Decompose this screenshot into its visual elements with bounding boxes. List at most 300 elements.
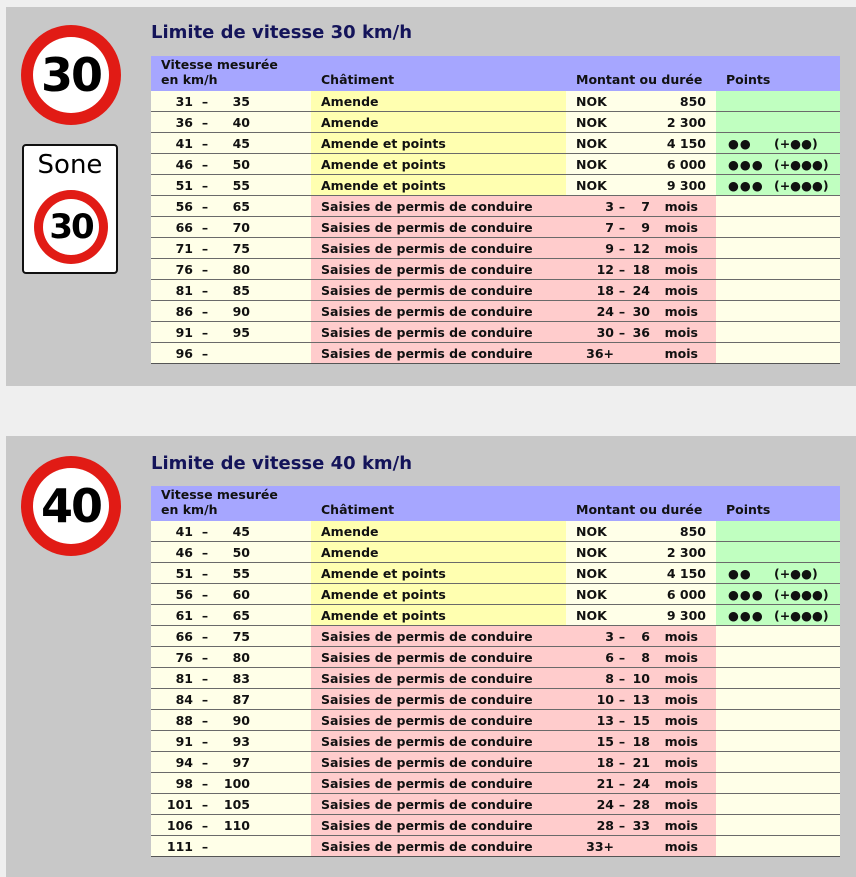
amount-cell (566, 731, 716, 752)
amount-cell (566, 584, 716, 605)
points-extra: (+●●●) (774, 177, 829, 193)
speed-cell (151, 731, 311, 752)
duration-unit: mois (664, 261, 698, 277)
speed-cell (151, 280, 311, 301)
speed-dash: – (201, 628, 209, 644)
table-row (151, 584, 840, 605)
amount-cell (566, 259, 716, 280)
punishment-cell: Saisies de permis de conduire (311, 815, 566, 836)
speed-to: 80 (232, 649, 250, 665)
speed-cell (151, 647, 311, 668)
duration-from: 10 (596, 691, 614, 707)
duration-unit: mois (664, 733, 698, 749)
speed-cell (151, 815, 311, 836)
points-dots: ●●● (728, 607, 764, 623)
speed-to: 55 (232, 177, 250, 193)
punishment-cell: Amende et points (311, 584, 566, 605)
amount-cell (566, 563, 716, 584)
points-cell (716, 815, 840, 836)
points-cell (716, 175, 840, 196)
speed-limit-40-sign-icon (21, 456, 121, 556)
amount-cell (566, 343, 716, 364)
speed-cell (151, 584, 311, 605)
duration-unit: mois (664, 219, 698, 235)
currency: NOK (576, 607, 607, 623)
duration-dash: – (618, 240, 626, 256)
table-row (151, 773, 840, 794)
speed-cell (151, 196, 311, 217)
duration-to: 18 (632, 261, 650, 277)
speed-from: 88 (175, 712, 193, 728)
points-dots: ●●● (728, 156, 764, 172)
speed-to: 50 (232, 544, 250, 560)
table-row (151, 605, 840, 626)
amount-cell (566, 175, 716, 196)
table-row (151, 196, 840, 217)
speed-dash: – (201, 838, 209, 854)
punishment-cell: Saisies de permis de conduire (311, 259, 566, 280)
zone-sign-number: 30 (43, 199, 99, 255)
table-row (151, 521, 840, 542)
sign-number: 30 (33, 37, 109, 113)
duration-unit: mois (664, 754, 698, 770)
speed-cell (151, 710, 311, 731)
speed-to: 35 (232, 93, 250, 109)
table-row (151, 626, 840, 647)
duration-from: 18 (596, 282, 614, 298)
punishment-cell: Saisies de permis de conduire (311, 794, 566, 815)
duration-to: 10 (632, 670, 650, 686)
table-row (151, 322, 840, 343)
points-cell (716, 752, 840, 773)
speed-dash: – (201, 198, 209, 214)
points-cell (716, 710, 840, 731)
amount-cell (566, 91, 716, 112)
table-row (151, 542, 840, 563)
points-cell (716, 563, 840, 584)
speed-cell (151, 91, 311, 112)
speed-to: 95 (232, 324, 250, 340)
speed-dash: – (201, 156, 209, 172)
points-cell (716, 238, 840, 259)
duration-from: 21 (596, 775, 614, 791)
duration-dash: – (618, 324, 626, 340)
speed-from: 98 (175, 775, 193, 791)
speed-dash: – (201, 303, 209, 319)
table-row (151, 301, 840, 322)
speed-cell (151, 542, 311, 563)
header-points: Points (716, 56, 840, 91)
points-cell (716, 605, 840, 626)
punishment-cell: Saisies de permis de conduire (311, 752, 566, 773)
table-row (151, 563, 840, 584)
points-cell (716, 301, 840, 322)
amount-cell (566, 154, 716, 175)
duration-dash: – (618, 282, 626, 298)
speed-from: 51 (175, 177, 193, 193)
table-row (151, 154, 840, 175)
duration-dash: – (618, 261, 626, 277)
amount-cell (566, 710, 716, 731)
currency: NOK (576, 586, 607, 602)
punishment-cell: Amende (311, 91, 566, 112)
speed-dash: – (201, 586, 209, 602)
speed-from: 51 (175, 565, 193, 581)
duration-unit: mois (664, 817, 698, 833)
speed-from: 56 (175, 198, 193, 214)
duration-from: 13 (596, 712, 614, 728)
speed-to: 55 (232, 565, 250, 581)
points-cell (716, 668, 840, 689)
amount-value: 4 150 (666, 565, 706, 581)
speed-to: 83 (232, 670, 250, 686)
punishment-cell: Amende (311, 112, 566, 133)
punishment-cell: Amende et points (311, 175, 566, 196)
speed-dash: – (201, 523, 209, 539)
speed-dash: – (201, 712, 209, 728)
speed-to: 87 (232, 691, 250, 707)
speed-to: 90 (232, 303, 250, 319)
table-row (151, 133, 840, 154)
speed-from: 91 (175, 324, 193, 340)
duration-to: 18 (632, 733, 650, 749)
points-cell (716, 836, 840, 857)
points-cell (716, 521, 840, 542)
points-extra: (+●●●) (774, 156, 829, 172)
table-row (151, 175, 840, 196)
table-row (151, 836, 840, 857)
speed-from: 66 (175, 219, 193, 235)
amount-cell (566, 217, 716, 238)
speed-dash: – (201, 240, 209, 256)
currency: NOK (576, 114, 607, 130)
speed-cell (151, 668, 311, 689)
amount-cell (566, 280, 716, 301)
speed-from: 86 (175, 303, 193, 319)
currency: NOK (576, 177, 607, 193)
speed-to: 45 (232, 523, 250, 539)
speed-to: 93 (232, 733, 250, 749)
zone-30-sign-icon (22, 144, 118, 274)
points-cell (716, 154, 840, 175)
table-row (151, 91, 840, 112)
duration-unit: mois (664, 303, 698, 319)
table-body (151, 521, 840, 857)
table-body (151, 91, 840, 364)
duration-to: 24 (632, 282, 650, 298)
table-title: Limite de vitesse 40 km/h (151, 453, 413, 474)
speed-from: 46 (175, 156, 193, 172)
duration-to: 13 (632, 691, 650, 707)
duration-from: 24 (596, 796, 614, 812)
speed-from: 56 (175, 586, 193, 602)
speed-dash: – (201, 135, 209, 151)
duration-from: 7 (605, 219, 614, 235)
speed-to: 90 (232, 712, 250, 728)
speed-cell (151, 343, 311, 364)
punishment-cell: Saisies de permis de conduire (311, 647, 566, 668)
duration-dash: – (618, 775, 626, 791)
table-row (151, 647, 840, 668)
punishment-cell: Saisies de permis de conduire (311, 301, 566, 322)
points-dots: ●●● (728, 177, 764, 193)
speed-dash: – (201, 796, 209, 812)
speed-from: 106 (166, 817, 193, 833)
table-header (151, 56, 840, 91)
duration-unit: mois (664, 628, 698, 644)
punishment-cell: Saisies de permis de conduire (311, 238, 566, 259)
amount-value: 6 000 (666, 156, 706, 172)
duration-dash: – (618, 628, 626, 644)
punishment-cell: Saisies de permis de conduire (311, 343, 566, 364)
speed-from: 71 (175, 240, 193, 256)
table-row (151, 815, 840, 836)
table-title: Limite de vitesse 30 km/h (151, 22, 413, 43)
amount-value: 9 300 (666, 607, 706, 623)
speed-cell (151, 238, 311, 259)
punishment-cell: Saisies de permis de conduire (311, 196, 566, 217)
speed-to: 45 (232, 135, 250, 151)
duration-to: 33 (632, 817, 650, 833)
amount-value: 850 (679, 523, 706, 539)
currency: NOK (576, 135, 607, 151)
duration-to: 8 (641, 649, 650, 665)
duration-from: 3 (605, 628, 614, 644)
duration-dash: – (618, 303, 626, 319)
duration-to: 9 (641, 219, 650, 235)
speed-dash: – (201, 177, 209, 193)
speed-from: 36 (175, 114, 193, 130)
duration-to: 36 (632, 324, 650, 340)
speed-from: 111 (166, 838, 193, 854)
header-amount: Montant ou durée (566, 56, 716, 91)
table-row (151, 280, 840, 301)
amount-cell (566, 836, 716, 857)
points-cell (716, 542, 840, 563)
duration-from: 28 (596, 817, 614, 833)
table-row (151, 689, 840, 710)
speed-cell (151, 133, 311, 154)
speed-dash: – (201, 691, 209, 707)
punishment-cell: Saisies de permis de conduire (311, 217, 566, 238)
speed-cell (151, 605, 311, 626)
speed-dash: – (201, 565, 209, 581)
zone-label: Sone (37, 150, 103, 180)
speed-from: 61 (175, 607, 193, 623)
speed-to: 97 (232, 754, 250, 770)
points-cell (716, 626, 840, 647)
speed-cell (151, 301, 311, 322)
duration-dash: – (618, 712, 626, 728)
speed-dash: – (201, 345, 209, 361)
speed-from: 46 (175, 544, 193, 560)
duration-dash: – (618, 198, 626, 214)
amount-value: 4 150 (666, 135, 706, 151)
duration-unit: mois (664, 282, 698, 298)
points-cell (716, 112, 840, 133)
table-row (151, 259, 840, 280)
speed-dash: – (201, 607, 209, 623)
points-extra: (+●●) (774, 565, 818, 581)
duration-to: 7 (641, 198, 650, 214)
amount-value: 6 000 (666, 586, 706, 602)
speed-dash: – (201, 282, 209, 298)
amount-cell (566, 794, 716, 815)
speed-cell (151, 794, 311, 815)
speed-from: 76 (175, 261, 193, 277)
duration-dash: – (618, 670, 626, 686)
duration-unit: mois (664, 649, 698, 665)
duration-unit: mois (664, 838, 698, 854)
speed-dash: – (201, 775, 209, 791)
speed-from: 96 (175, 345, 193, 361)
points-cell (716, 584, 840, 605)
duration-dash: – (618, 219, 626, 235)
speed-to: 70 (232, 219, 250, 235)
points-cell (716, 343, 840, 364)
amount-cell (566, 689, 716, 710)
sign-number: 40 (33, 468, 109, 544)
duration-from: 8 (605, 670, 614, 686)
currency: NOK (576, 93, 607, 109)
speed-from: 81 (175, 670, 193, 686)
speed-from: 91 (175, 733, 193, 749)
duration-from: 24 (596, 303, 614, 319)
duration-to: 21 (632, 754, 650, 770)
speed-to: 100 (223, 775, 250, 791)
duration-to: 30 (632, 303, 650, 319)
duration-unit: mois (664, 240, 698, 256)
amount-cell (566, 322, 716, 343)
duration-unit: mois (664, 670, 698, 686)
speed-dash: – (201, 817, 209, 833)
amount-cell (566, 542, 716, 563)
speed-limit-30-sign-icon (21, 25, 121, 125)
table-row (151, 710, 840, 731)
speed-from: 94 (175, 754, 193, 770)
points-cell (716, 689, 840, 710)
speed-to: 85 (232, 282, 250, 298)
punishment-cell: Saisies de permis de conduire (311, 626, 566, 647)
punishment-cell: Amende (311, 542, 566, 563)
duration-from: 36+ (586, 345, 614, 361)
speed-dash: – (201, 670, 209, 686)
punishment-cell: Amende et points (311, 563, 566, 584)
header-speed: Vitesse mesurée en km/h (151, 56, 311, 91)
amount-cell (566, 133, 716, 154)
duration-to: 12 (632, 240, 650, 256)
speed-to: 60 (232, 586, 250, 602)
speed-to: 80 (232, 261, 250, 277)
points-dots: ●● (728, 135, 752, 151)
header-punishment: Châtiment (311, 486, 566, 521)
punishment-cell: Saisies de permis de conduire (311, 710, 566, 731)
speed-dash: – (201, 93, 209, 109)
header-punishment: Châtiment (311, 56, 566, 91)
speed-cell (151, 175, 311, 196)
amount-cell (566, 773, 716, 794)
table-row (151, 752, 840, 773)
speed-cell (151, 217, 311, 238)
punishment-cell: Saisies de permis de conduire (311, 773, 566, 794)
points-cell (716, 731, 840, 752)
speed-from: 41 (175, 135, 193, 151)
duration-to: 15 (632, 712, 650, 728)
amount-cell (566, 196, 716, 217)
points-cell (716, 133, 840, 154)
speed-cell (151, 112, 311, 133)
speed-to: 75 (232, 240, 250, 256)
punishment-cell: Amende (311, 521, 566, 542)
speed-cell (151, 752, 311, 773)
table-row (151, 343, 840, 364)
speed-dash: – (201, 114, 209, 130)
duration-dash: – (618, 649, 626, 665)
speed-from: 31 (175, 93, 193, 109)
speed-to: 50 (232, 156, 250, 172)
amount-cell (566, 752, 716, 773)
points-dots: ●● (728, 565, 752, 581)
speed-limit-40-panel (6, 436, 856, 877)
speed-to: 105 (223, 796, 250, 812)
speed-dash: – (201, 733, 209, 749)
speed-to: 65 (232, 198, 250, 214)
speed-to: 110 (223, 817, 250, 833)
zone-speed-sign-icon (34, 190, 108, 264)
header-row (151, 56, 840, 91)
currency: NOK (576, 565, 607, 581)
duration-from: 6 (605, 649, 614, 665)
points-extra: (+●●) (774, 135, 818, 151)
table-row (151, 794, 840, 815)
duration-dash: – (618, 796, 626, 812)
speed-from: 76 (175, 649, 193, 665)
amount-cell (566, 626, 716, 647)
speed-cell (151, 259, 311, 280)
duration-from: 30 (596, 324, 614, 340)
speed-cell (151, 836, 311, 857)
points-cell (716, 217, 840, 238)
duration-dash: – (618, 733, 626, 749)
punishment-cell: Amende et points (311, 133, 566, 154)
amount-cell (566, 647, 716, 668)
currency: NOK (576, 523, 607, 539)
duration-unit: mois (664, 796, 698, 812)
duration-from: 9 (605, 240, 614, 256)
speed-to: 75 (232, 628, 250, 644)
speed-cell (151, 521, 311, 542)
speed-dash: – (201, 261, 209, 277)
header-speed: Vitesse mesurée en km/h (151, 486, 311, 521)
speed-from: 41 (175, 523, 193, 539)
speed-cell (151, 773, 311, 794)
duration-from: 12 (596, 261, 614, 277)
speed-dash: – (201, 649, 209, 665)
header-points: Points (716, 486, 840, 521)
speed-dash: – (201, 544, 209, 560)
punishment-cell: Saisies de permis de conduire (311, 836, 566, 857)
speed-to: 40 (232, 114, 250, 130)
fines-table-30 (151, 56, 840, 364)
points-cell (716, 196, 840, 217)
duration-to: 6 (641, 628, 650, 644)
duration-unit: mois (664, 691, 698, 707)
punishment-cell: Saisies de permis de conduire (311, 280, 566, 301)
punishment-cell: Amende et points (311, 605, 566, 626)
duration-from: 15 (596, 733, 614, 749)
amount-value: 9 300 (666, 177, 706, 193)
points-cell (716, 322, 840, 343)
